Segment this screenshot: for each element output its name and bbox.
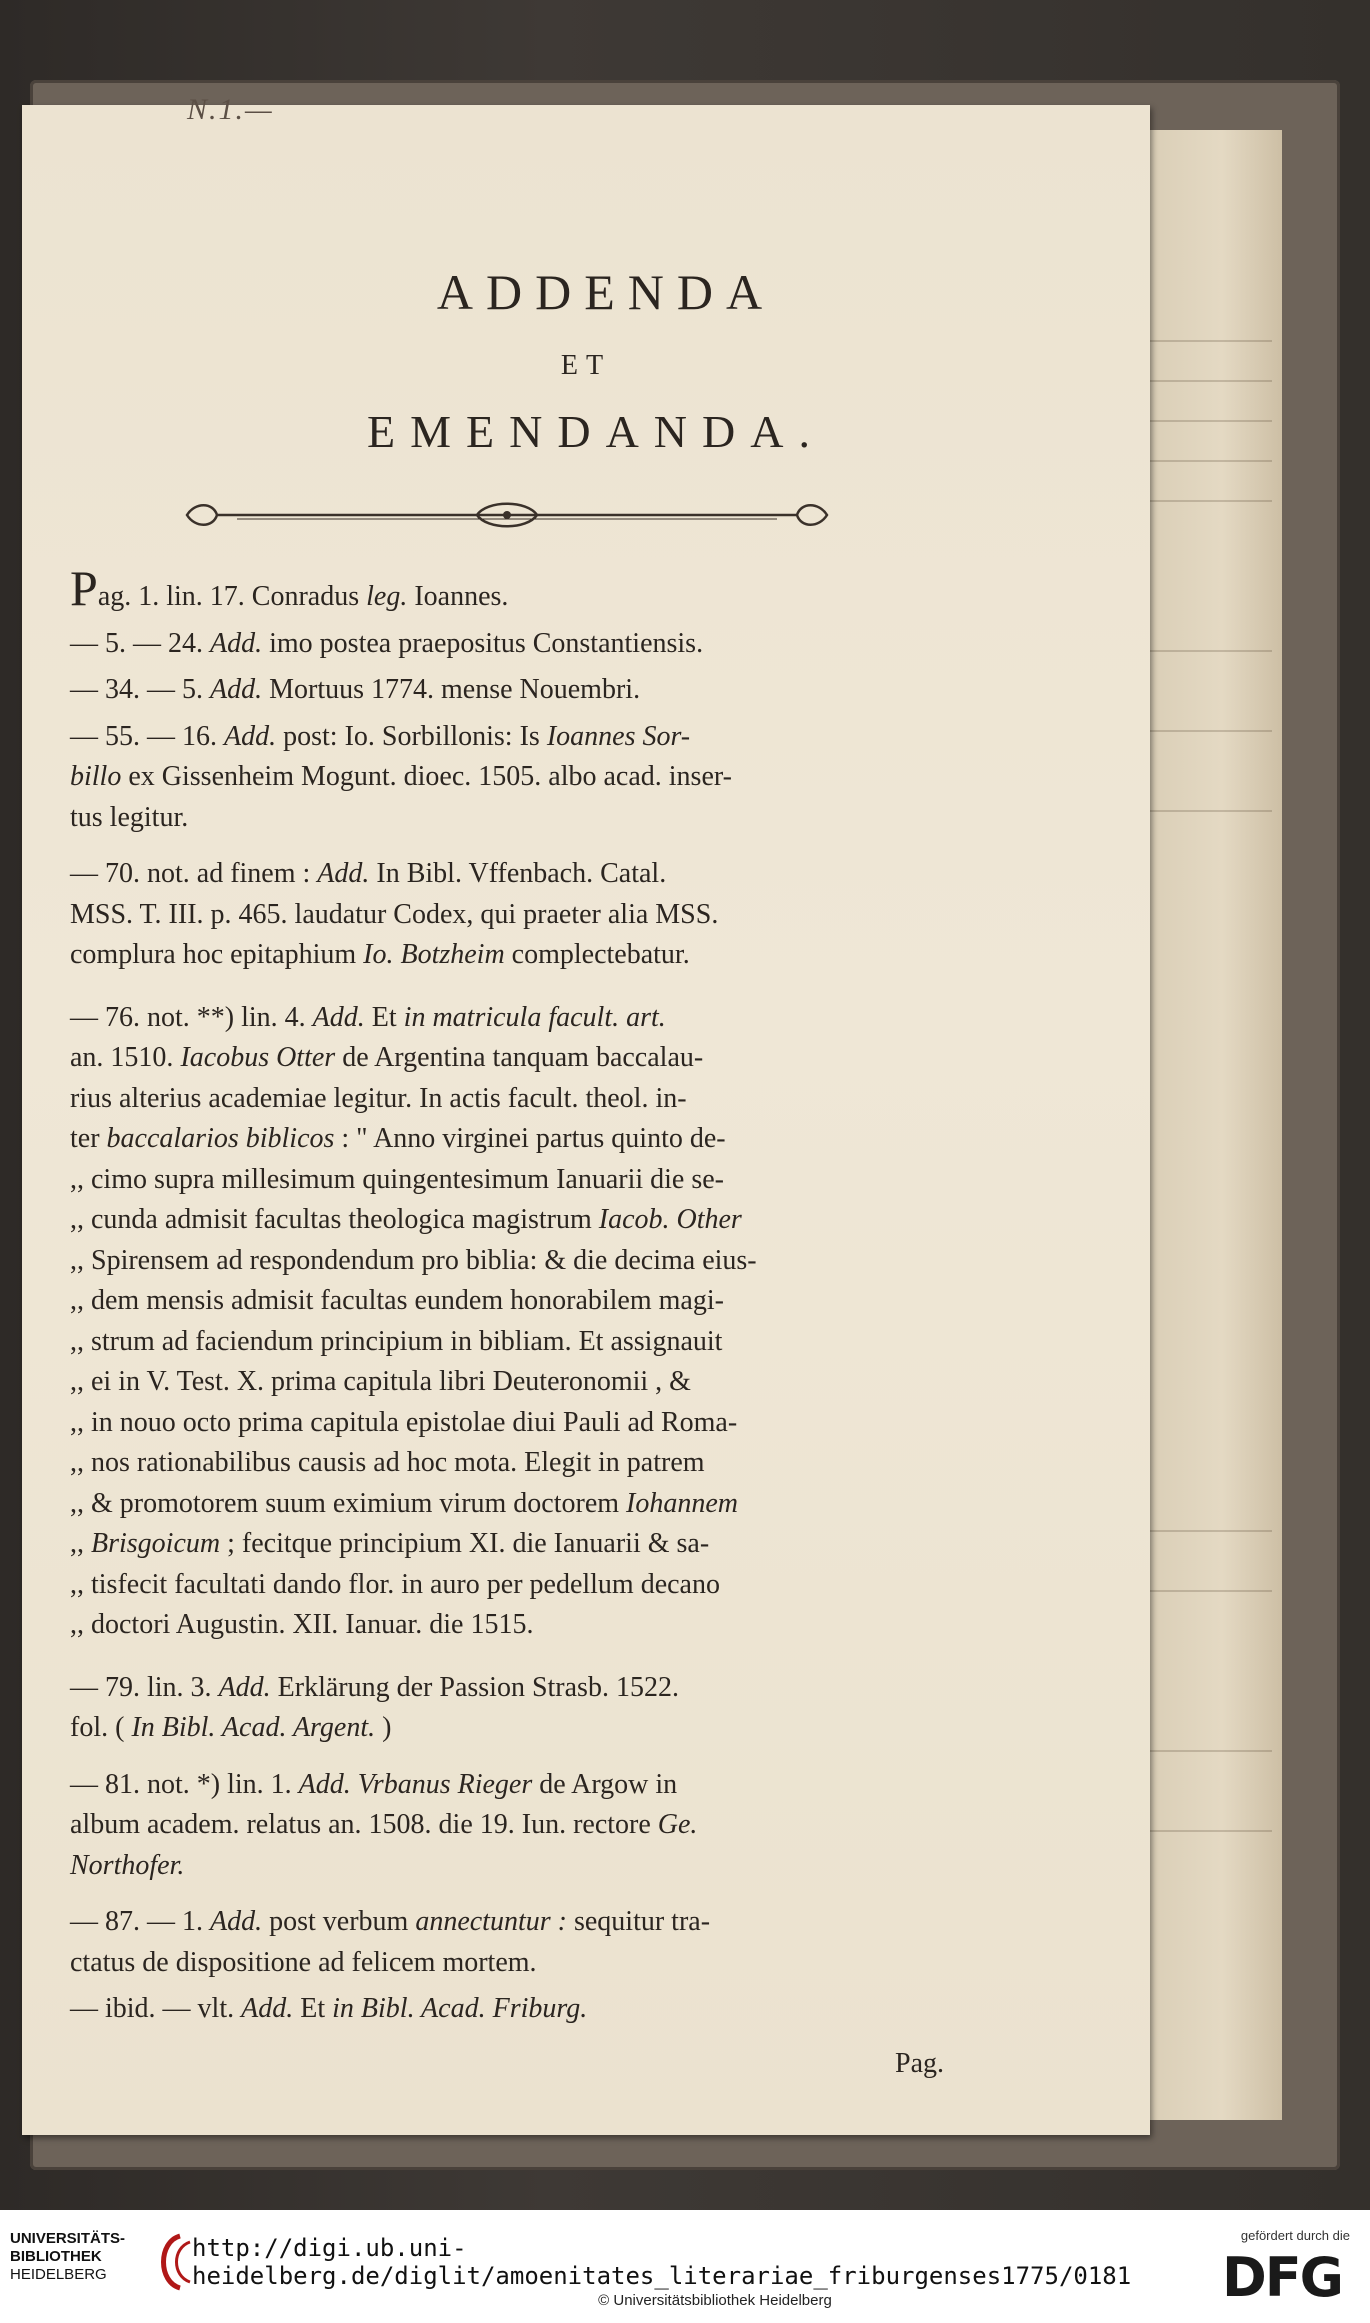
entry-pag-87: — 87. — 1. Add. post verbum annectuntur : sequitur tra- ctatus de dispositione ad felicem mortem. [70, 1906, 711, 1978]
errata-list [70, 560, 950, 2084]
dfg-logo: DFG [1221, 2246, 1342, 2309]
ornament-divider [177, 500, 837, 530]
entry-pag-79: — 79. lin. 3. Add. Erklärung der Passion Strasb. 1522. fol. ( In Bibl. Acad. Argent. ) [70, 1671, 679, 1743]
entry-pag-76: — 76. not. **) lin. 4. Add. Et in matricula facult. art. an. 1510. Iacobus Otter de Argentina tanquam baccalau- rius alterius academiae legitur. In actis facult. theol. in- ter baccalarios biblicos : " Anno virginei partus quinto de- ,, cimo supra millesimum quingentesimum Ianuarii die se- ,, cunda admisit facultas theologica magistrum Iacob. Other ,, Spirensem ad respondendum pro biblia: & die decima eius- ,, dem mensis admisit facultas eundem honorabilem magi- ,, strum ad faciendum principium in bibliam. Et assignauit ,, ei in V. Test. X. prima capitula libri Deuteronomii , & ,, in nouo octo prima capitula epistolae diui Pauli ad Roma- ,, nos rationabilibus causis ad hoc mota. Elegit in patrem ,, & promotorem suum eximium virum doctorem Iohannem ,, Brisgoicum ; fecitque principium XI. die Ianuarii & sa- ,, tisfecit facultati dando flor. in auro per pedellum decano ,, doctori Augustin. XII. Ianuar. die 1515. [70, 1001, 757, 1640]
library-logo: UNIVERSITÄTS- BIBLIOTHEK HEIDELBERG [10, 2230, 126, 2283]
entry-pag-70: — 70. not. ad finem : Add. In Bibl. Vffenbach. Catal. MSS. T. III. p. 465. laudatur Codex, qui praeter alia MSS. complura hoc epitaphium Io. Botzheim complectebatur. [70, 858, 719, 970]
entry-pag-34: — 34. — 5. Add. Mortuus 1774. mense Nouembri. [70, 674, 641, 705]
entry-pag-81: — 81. not. *) lin. 1. Add. Vrbanus Rieger de Argow in album academ. relatus an. 1508. die 19. Iun. rectore Ge. Northofer. [70, 1768, 698, 1881]
catchword: Pag. [895, 2047, 944, 2079]
funding-note: gefördert durch die [1240, 2228, 1350, 2243]
entry-pag-1: Pag. 1. lin. 17. Conradus leg. Ioannes. [70, 560, 509, 616]
entry-ibid: — ibid. — vlt. Add. Et in Bibl. Acad. Friburg. [70, 1993, 588, 2024]
permalink-url[interactable]: http://digi.ub.uni-heidelberg.de/diglit/amoenitates_literariae_friburgenses1775/0181 [192, 2234, 1132, 2290]
book-page [22, 93, 1150, 2135]
title-et: ET [560, 350, 612, 381]
shelf-mark: N.1.— [187, 93, 274, 126]
entry-pag-55: — 55. — 16. Add. post: Io. Sorbillonis: Is Ioannes Sor- billo ex Gissenheim Mogunt. dioec. 1505. albo acad. inser- tus legitur. [70, 720, 732, 833]
title-emendanda: EMENDANDA. [367, 406, 825, 457]
title-addenda: ADDENDA [436, 264, 776, 320]
library-emblem-icon [150, 2232, 196, 2292]
entry-pag-5: — 5. — 24. Add. imo postea praepositus Constantiensis. [70, 627, 704, 659]
copyright-notice: © Universitätsbibliothek Heidelberg [598, 2292, 832, 2309]
digitization-footer [0, 2210, 1370, 2323]
